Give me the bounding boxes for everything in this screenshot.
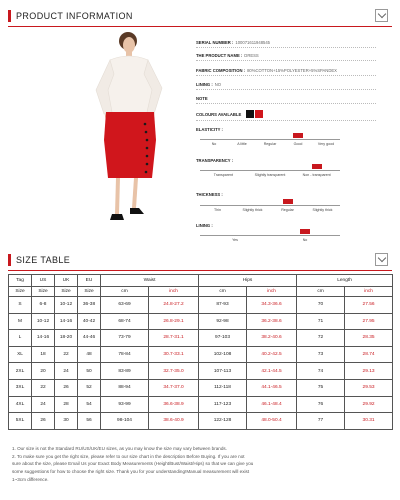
table-cell-uk: 22 — [55, 346, 78, 363]
col-subheader-inch: inch — [149, 287, 199, 297]
table-cell-tag: M — [9, 313, 32, 330]
chevron-down-icon[interactable] — [375, 9, 388, 22]
table-cell-waist-in: 34.7-37.0 — [149, 379, 199, 396]
serial-value: 100071611948545 — [235, 40, 271, 45]
scale-option: Slightly thick — [242, 208, 263, 212]
transparency-label: TRANSPARENCY : — [196, 158, 234, 163]
lining-row — [196, 82, 221, 87]
model-image — [72, 28, 188, 226]
separator — [196, 75, 376, 76]
thickness-row — [196, 192, 225, 197]
product-info-header — [8, 6, 392, 26]
col-subheader-cm: cm — [297, 287, 345, 297]
table-cell-waist-cm: 68-74 — [101, 313, 149, 330]
table-cell-len-in: 29.53 — [345, 379, 393, 396]
separator — [196, 120, 376, 121]
colour-swatch-red[interactable] — [255, 110, 263, 118]
table-cell-len-in: 27.95 — [345, 313, 393, 330]
scale-option: Yes — [232, 238, 238, 242]
table-cell-hips-cm: 92-98 — [199, 313, 247, 330]
scale-option: Thin — [214, 208, 221, 212]
col-header-tag: Tag — [9, 275, 32, 287]
scale-marker — [300, 229, 310, 234]
table-row — [9, 297, 393, 314]
size-notes — [12, 445, 394, 484]
scale-marker — [312, 164, 322, 169]
scale-option: Regular — [281, 208, 294, 212]
table-cell-uk: 24 — [55, 363, 78, 380]
table-cell-hips-cm: 122-128 — [199, 413, 247, 430]
table-cell-us: 14-16 — [32, 330, 55, 347]
transparency-row — [196, 158, 235, 163]
table-cell-waist-in: 36.6-38.9 — [149, 396, 199, 413]
table-row — [9, 396, 393, 413]
scale-option: No — [302, 238, 308, 242]
table-cell-len-in: 28.74 — [345, 346, 393, 363]
table-cell-waist-in: 28.7-31.1 — [149, 330, 199, 347]
scale-line — [200, 139, 340, 140]
col-header-us: US — [32, 275, 55, 287]
note-line: some suggestions for how to choose the right size. Thank you for your understanding!Manual measurement will exist — [12, 469, 250, 475]
table-cell-us: 10-12 — [32, 313, 55, 330]
separator — [196, 89, 376, 90]
col-header-eu: EU — [78, 275, 101, 287]
colours-label: COLOURS AVAILABLE — [196, 111, 242, 117]
elasticity-label: ELASTICITY : — [196, 127, 223, 132]
table-cell-eu: 44-46 — [78, 330, 101, 347]
table-row — [9, 330, 393, 347]
product-info-title: PRODUCT INFORMATION — [16, 11, 133, 21]
lining-value: NO — [214, 82, 222, 87]
table-cell-len-cm: 70 — [297, 297, 345, 314]
table-cell-uk: 26 — [55, 379, 78, 396]
table-cell-len-in: 29.13 — [345, 363, 393, 380]
table-cell-len-cm: 73 — [297, 346, 345, 363]
table-cell-hips-cm: 112-118 — [199, 379, 247, 396]
scale-line — [200, 170, 340, 171]
note-line: 1~3cm difference. — [12, 476, 49, 482]
table-cell-len-cm: 75 — [297, 379, 345, 396]
table-cell-tag: 2XL — [9, 363, 32, 380]
name-value: DRESS — [244, 53, 259, 58]
scale-option: No — [211, 142, 217, 146]
table-cell-hips-cm: 97-103 — [199, 330, 247, 347]
scale-marker — [293, 133, 303, 138]
col-subheader-size: Size — [32, 287, 55, 297]
table-cell-waist-cm: 63-69 — [101, 297, 149, 314]
col-subheader-size: Size — [78, 287, 101, 297]
table-cell-eu: 50 — [78, 363, 101, 380]
size-table-title: SIZE TABLE — [16, 255, 71, 265]
note-row — [196, 96, 210, 101]
table-cell-eu: 52 — [78, 379, 101, 396]
table-cell-waist-in: 24.8-27.2 — [149, 297, 199, 314]
col-subheader-cm: cm — [199, 287, 247, 297]
col-header-waist: Waist — [101, 275, 199, 287]
table-cell-uk: 10-12 — [55, 297, 78, 314]
table-cell-tag: 4XL — [9, 396, 32, 413]
separator — [196, 60, 376, 61]
header-accent — [8, 10, 11, 22]
table-cell-hips-in: 40.2-42.5 — [247, 346, 297, 363]
colour-swatch-black[interactable] — [246, 110, 254, 118]
thickness-label: THICKNESS : — [196, 192, 223, 197]
table-cell-eu: 48 — [78, 346, 101, 363]
fabric-row — [196, 68, 337, 73]
scale-option: Regular — [263, 142, 277, 146]
table-cell-hips-cm: 87-93 — [199, 297, 247, 314]
table-cell-hips-cm: 107-113 — [199, 363, 247, 380]
header-accent — [8, 254, 11, 266]
scale-option: Transparent — [213, 173, 233, 177]
table-cell-us: 20 — [32, 363, 55, 380]
table-cell-len-cm: 72 — [297, 330, 345, 347]
thickness-scale — [200, 202, 340, 216]
size-table — [8, 274, 393, 430]
table-row — [9, 363, 393, 380]
transparency-scale — [200, 167, 340, 181]
table-cell-waist-cm: 73-79 — [101, 330, 149, 347]
table-cell-hips-in: 42.1-44.5 — [247, 363, 297, 380]
table-cell-len-cm: 76 — [297, 396, 345, 413]
table-cell-waist-cm: 88-94 — [101, 379, 149, 396]
lining-label: LINING : — [196, 82, 213, 87]
scale-option: Good — [293, 142, 303, 146]
table-cell-waist-cm: 98-104 — [101, 413, 149, 430]
product-photo — [72, 28, 188, 226]
lining2-scale — [200, 232, 340, 246]
col-subheader-inch: inch — [345, 287, 393, 297]
table-cell-hips-in: 44.1-46.5 — [247, 379, 297, 396]
table-cell-eu: 36-38 — [78, 297, 101, 314]
note-line: 2. To make sure you get the right size, please refer to our size chart in the description Before Buying. If you are not — [12, 453, 245, 459]
chevron-down-icon[interactable] — [375, 253, 388, 266]
scale-option: A little — [237, 142, 247, 146]
note-line: 1. Our size is not the Standard RU/US/UK/EU sizes, as you may know the size may vary between brands. — [12, 446, 227, 451]
lining2-label: LINING : — [196, 223, 213, 228]
table-cell-hips-in: 48.0-50.4 — [247, 413, 297, 430]
table-cell-len-cm: 74 — [297, 363, 345, 380]
table-cell-waist-in: 32.7-35.0 — [149, 363, 199, 380]
table-cell-us: 22 — [32, 379, 55, 396]
table-cell-waist-cm: 83-89 — [101, 363, 149, 380]
table-cell-waist-in: 30.7-33.1 — [149, 346, 199, 363]
fabric-label: FABRIC COMPOSITION : — [196, 68, 246, 73]
note-label: NOTE — [196, 96, 208, 101]
table-cell-len-cm: 71 — [297, 313, 345, 330]
scale-line — [200, 235, 340, 236]
table-cell-len-in: 29.92 — [345, 396, 393, 413]
separator — [196, 103, 376, 104]
scale-line — [200, 205, 340, 206]
table-cell-eu: 40-42 — [78, 313, 101, 330]
table-cell-tag: 3XL — [9, 379, 32, 396]
table-cell-hips-in: 46.1-48.4 — [247, 396, 297, 413]
table-row — [9, 413, 393, 430]
table-cell-tag: 5XL — [9, 413, 32, 430]
scale-option: Very good — [317, 142, 335, 146]
col-subheader-inch: inch — [247, 287, 297, 297]
colours-row — [196, 110, 263, 118]
scale-option: Slightly transparent — [254, 173, 286, 177]
table-cell-hips-cm: 102-108 — [199, 346, 247, 363]
scale-option: Non - transparent — [302, 173, 331, 177]
col-header-hips: Hips — [199, 275, 297, 287]
table-cell-tag: S — [9, 297, 32, 314]
col-header-length: Length — [297, 275, 393, 287]
table-cell-hips-in: 34.3-36.6 — [247, 297, 297, 314]
divider — [8, 270, 392, 271]
table-cell-waist-cm: 93-99 — [101, 396, 149, 413]
table-cell-us: 6-8 — [32, 297, 55, 314]
table-cell-len-cm: 77 — [297, 413, 345, 430]
col-subheader-cm: cm — [101, 287, 149, 297]
col-subheader-size: Size — [9, 287, 32, 297]
table-cell-us: 24 — [32, 396, 55, 413]
table-cell-us: 18 — [32, 346, 55, 363]
table-cell-uk: 18-20 — [55, 330, 78, 347]
name-label: THE PRODUCT NAME : — [196, 53, 243, 58]
table-row — [9, 346, 393, 363]
scale-option: Slightly thick — [312, 208, 333, 212]
lining2-row — [196, 223, 215, 228]
table-cell-len-in: 27.56 — [345, 297, 393, 314]
col-header-uk: UK — [55, 275, 78, 287]
table-row — [9, 313, 393, 330]
table-cell-hips-in: 38.2-40.6 — [247, 330, 297, 347]
table-cell-len-in: 28.35 — [345, 330, 393, 347]
note-line: sure about the size, please Email Us your Exact Body Measurements (Height/Bust/Waist/Hips) so that we can give you — [12, 461, 254, 467]
name-row — [196, 53, 259, 58]
table-cell-eu: 54 — [78, 396, 101, 413]
serial-label: SERIAL NUMBER : — [196, 40, 234, 45]
table-cell-hips-in: 36.2-38.6 — [247, 313, 297, 330]
divider — [8, 26, 392, 27]
table-cell-waist-cm: 78-84 — [101, 346, 149, 363]
size-table-body — [9, 297, 393, 430]
table-cell-tag: L — [9, 330, 32, 347]
table-cell-waist-in: 38.6-40.9 — [149, 413, 199, 430]
table-cell-waist-in: 26.8-29.1 — [149, 313, 199, 330]
table-cell-len-in: 30.31 — [345, 413, 393, 430]
elasticity-row — [196, 127, 225, 132]
fabric-value: 80%COTTON+15%POLYESTER+5%SPANDEX — [247, 68, 337, 73]
table-cell-uk: 30 — [55, 413, 78, 430]
elasticity-scale — [200, 136, 340, 150]
table-cell-eu: 56 — [78, 413, 101, 430]
separator — [196, 47, 376, 48]
table-cell-tag: XL — [9, 346, 32, 363]
serial-row — [196, 40, 270, 45]
size-table-header — [8, 250, 392, 270]
table-cell-us: 26 — [32, 413, 55, 430]
table-cell-uk: 28 — [55, 396, 78, 413]
table-cell-uk: 14-16 — [55, 313, 78, 330]
table-row — [9, 379, 393, 396]
scale-marker — [283, 199, 293, 204]
col-subheader-size: Size — [55, 287, 78, 297]
table-cell-hips-cm: 117-123 — [199, 396, 247, 413]
